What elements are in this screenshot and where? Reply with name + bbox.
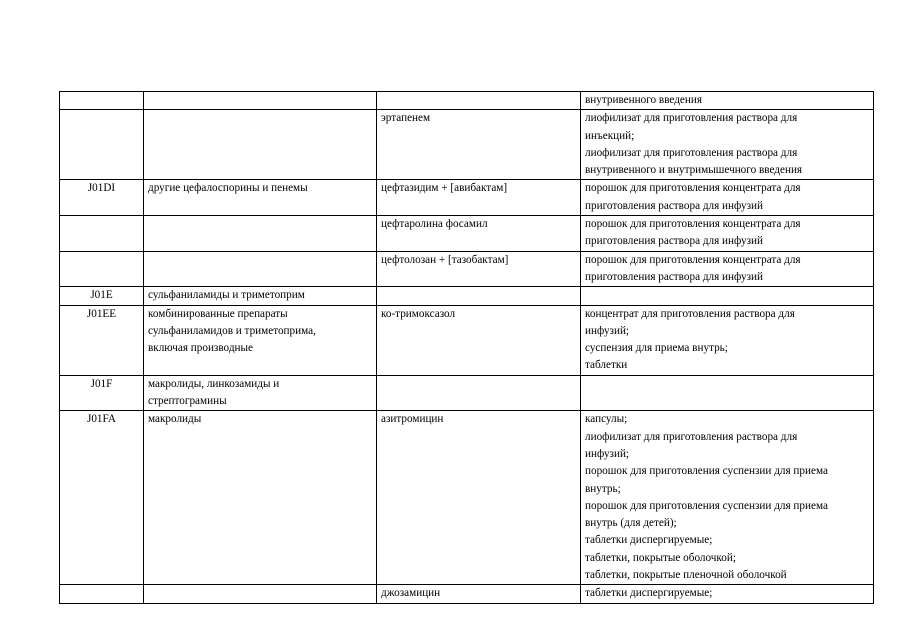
drug-name-cell <box>377 92 581 110</box>
dosage-forms-line: лиофилизат для приготовления раствора для <box>585 112 798 125</box>
dosage-forms-cell <box>581 216 874 252</box>
dosage-forms-line: таблетки диспергируемые; <box>585 534 713 547</box>
dosage-forms-line: приготовления раствора для инфузий <box>585 270 763 283</box>
dosage-forms-line: таблетки <box>585 359 628 372</box>
atc-code-text: J01DI <box>87 182 116 195</box>
dosage-forms-line: порошок для приготовления концентрата для <box>585 182 801 195</box>
drug-name-cell <box>377 251 581 287</box>
dosage-forms-line: порошок для приготовления концентрата для <box>585 218 801 231</box>
table-row <box>60 411 874 585</box>
drug-name-cell <box>377 585 581 603</box>
table-row <box>60 110 874 180</box>
dosage-forms-line: лиофилизат для приготовления раствора для <box>585 430 798 443</box>
atc-code-cell <box>60 585 144 603</box>
dosage-forms-cell <box>581 92 874 110</box>
anatomical-therapeutic-group-line: стрептограмины <box>148 395 227 408</box>
drug-name-cell <box>377 411 581 585</box>
anatomical-therapeutic-group-cell <box>144 180 377 216</box>
anatomical-therapeutic-group-cell <box>144 375 377 411</box>
table-row <box>60 251 874 287</box>
drug-name-cell <box>377 216 581 252</box>
anatomical-therapeutic-group-cell <box>144 110 377 180</box>
atc-code-cell <box>60 251 144 287</box>
anatomical-therapeutic-group-line: комбинированные препараты <box>148 307 288 320</box>
dosage-forms-cell <box>581 411 874 585</box>
atc-code-cell <box>60 411 144 585</box>
dosage-forms-line: внутривенного и внутримышечного введения <box>585 164 803 177</box>
anatomical-therapeutic-group-line: включая производные <box>148 342 253 355</box>
table-row <box>60 585 874 603</box>
anatomical-therapeutic-group-cell <box>144 287 377 305</box>
dosage-forms-cell <box>581 287 874 305</box>
drug-name-line: цефтаролина фосамил <box>381 218 488 231</box>
table-row <box>60 216 874 252</box>
table-body <box>60 92 874 604</box>
drug-name-cell <box>377 180 581 216</box>
drug-name-cell <box>377 287 581 305</box>
drug-name-cell <box>377 375 581 411</box>
dosage-forms-line: внутрь (для детей); <box>585 517 677 530</box>
atc-code-cell <box>60 375 144 411</box>
dosage-forms-line: таблетки, покрытые оболочкой; <box>585 551 736 564</box>
atc-code-text: J01F <box>90 377 113 390</box>
drug-name-line: цефтолозан + [тазобактам] <box>381 253 509 266</box>
atc-code-cell <box>60 180 144 216</box>
dosage-forms-cell <box>581 585 874 603</box>
dosage-forms-line: концентрат для приготовления раствора для <box>585 307 795 320</box>
anatomical-therapeutic-group-line: макролиды, линкозамиды и <box>148 377 280 390</box>
dosage-forms-line: инъекций; <box>585 129 635 142</box>
anatomical-therapeutic-group-cell <box>144 92 377 110</box>
anatomical-therapeutic-group-cell <box>144 251 377 287</box>
drug-name-line: азитромицин <box>381 413 444 426</box>
drug-name-line: эртапенем <box>381 112 431 125</box>
anatomical-therapeutic-group-cell <box>144 305 377 375</box>
dosage-forms-line: таблетки, покрытые пленочной оболочкой <box>585 569 787 582</box>
table-row <box>60 305 874 375</box>
drug-name-line: ко-тримоксазол <box>381 307 456 320</box>
atc-code-text: J01FA <box>86 413 116 426</box>
table-row <box>60 287 874 305</box>
anatomical-therapeutic-group-line: макролиды <box>148 413 202 426</box>
atc-code-cell <box>60 287 144 305</box>
table-row <box>60 92 874 110</box>
dosage-forms-line: приготовления раствора для инфузий <box>585 235 763 248</box>
atc-code-cell <box>60 216 144 252</box>
dosage-forms-cell <box>581 110 874 180</box>
anatomical-therapeutic-group-line: другие цефалоспорины и пенемы <box>148 182 308 195</box>
dosage-forms-line: внутривенного введения <box>585 94 703 106</box>
dosage-forms-cell <box>581 305 874 375</box>
dosage-forms-line: таблетки диспергируемые; <box>585 587 713 600</box>
dosage-forms-cell <box>581 251 874 287</box>
atc-code-cell <box>60 305 144 375</box>
anatomical-therapeutic-group-cell <box>144 216 377 252</box>
table-row <box>60 375 874 411</box>
anatomical-therapeutic-group-cell <box>144 411 377 585</box>
atc-code-text: J01EE <box>86 307 117 320</box>
dosage-forms-line: инфузий; <box>585 447 630 460</box>
drug-name-cell <box>377 110 581 180</box>
table-row <box>60 180 874 216</box>
drug-name-line: цефтазидим + [авибактам] <box>381 182 508 195</box>
atc-code-text: J01E <box>90 289 113 302</box>
atc-code-cell <box>60 110 144 180</box>
anatomical-therapeutic-group-line: сульфаниламидов и триметоприма, <box>148 324 316 337</box>
dosage-forms-line: капсулы; <box>585 413 628 426</box>
dosage-forms-line: лиофилизат для приготовления раствора для <box>585 146 798 159</box>
dosage-forms-line: порошок для приготовления суспензии для приема <box>585 465 828 478</box>
dosage-forms-line: внутрь; <box>585 482 621 495</box>
atc-code-cell <box>60 92 144 110</box>
dosage-forms-line: суспензия для приема внутрь; <box>585 342 728 355</box>
drug-name-cell <box>377 305 581 375</box>
dosage-forms-line: порошок для приготовления концентрата для <box>585 253 801 266</box>
anatomical-therapeutic-group-cell <box>144 585 377 603</box>
dosage-forms-line: инфузий; <box>585 324 630 337</box>
dosage-forms-cell <box>581 375 874 411</box>
drug-name-line: джозамицин <box>381 587 441 600</box>
dosage-forms-line: порошок для приготовления суспензии для приема <box>585 499 828 512</box>
drug-classification-table <box>59 91 874 604</box>
anatomical-therapeutic-group-line: сульфаниламиды и триметоприм <box>148 289 305 302</box>
dosage-forms-line: приготовления раствора для инфузий <box>585 199 763 212</box>
dosage-forms-cell <box>581 180 874 216</box>
